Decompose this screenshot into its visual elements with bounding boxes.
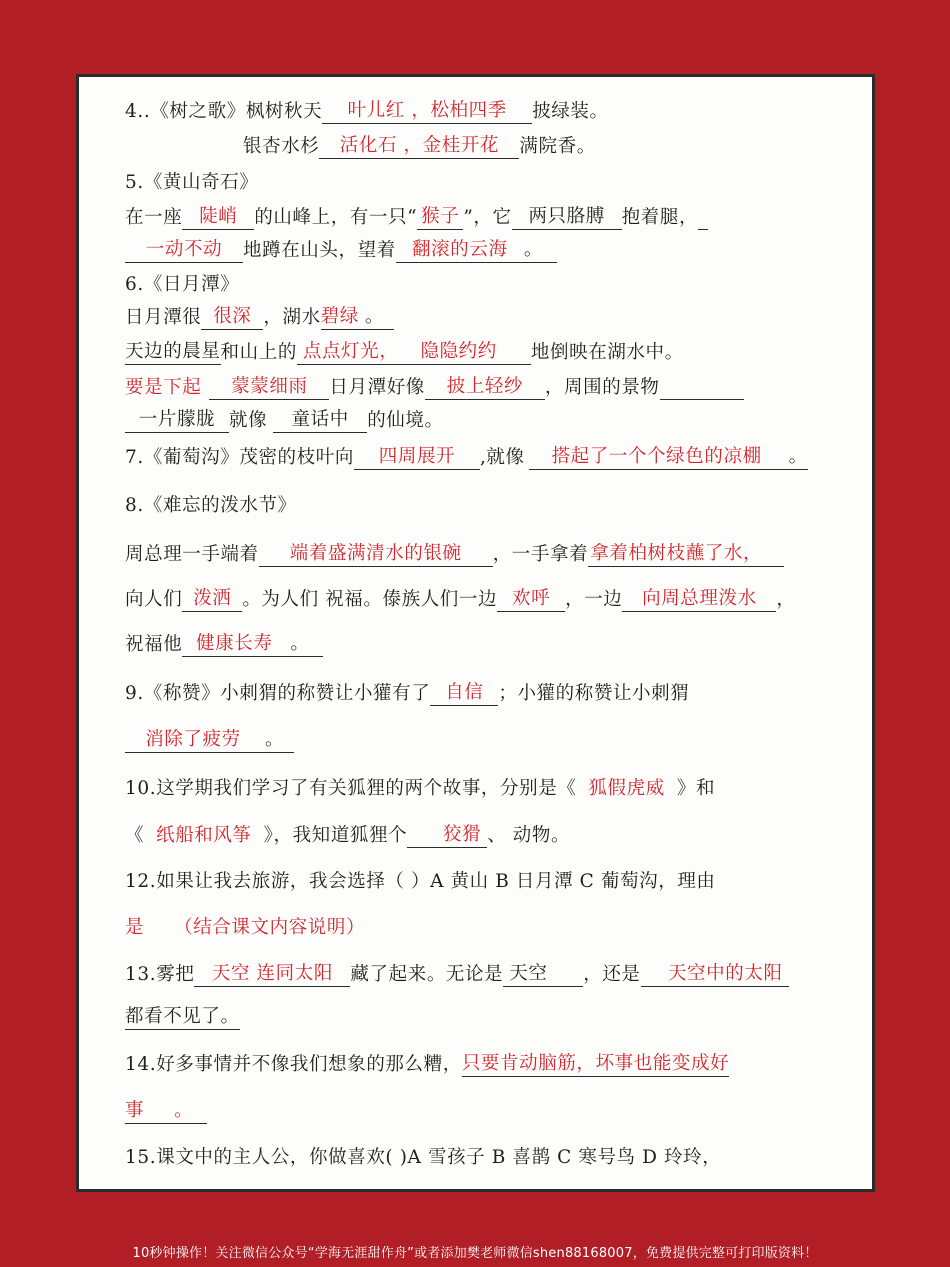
q10-answer-2: 纸船和风筝 [156,825,252,846]
q6-text-c: ，湖水 [263,307,321,328]
q10-answer-3: 狡猾 [407,823,487,848]
q14-text-d: 。 [144,1099,207,1124]
q8-line-2 [125,587,844,612]
q5-title [125,171,844,195]
q6-text-o: ，周围的景物 [544,377,660,398]
q10-text-h: 、 动物。 [487,825,571,846]
q5-text-g: 抱着腿， [621,207,699,228]
q5-line-1 [125,205,844,230]
q6-answer-6: 一片朦胧 [125,408,229,433]
q7-answer-1: 四周展开 [354,445,480,470]
q6-line-2 [125,340,844,365]
q8-text-k: ， [776,589,796,610]
q15-line [125,1146,844,1170]
q6-answer-3 [297,340,531,365]
q9-answer-1: 自信 [430,681,498,706]
q8-text-a: 周总理一手端着 [125,544,259,565]
q8-answer-4: 欢呼 [497,587,565,612]
q12-text-a: 12.如果让我去旅游，我会选择（ ）A 黄山 B 日月潭 C 葡萄沟，理由 [125,871,716,892]
q8-answer-2: 拿着柏树枝蘸了水， [588,542,784,567]
q6-text-e: 。 [359,305,394,330]
q7-text-a: 7.《葡萄沟》茂密的枝叶向 [125,447,354,468]
q8-text-l: 祝福他 [125,634,183,655]
q9-line-1 [125,681,844,706]
q14-answer-2: 事 [125,1099,144,1124]
q10-line-2 [125,823,844,848]
q4-line-2 [125,134,844,159]
q6-text-f: 天边的晨星 [125,340,221,365]
q10-text-c: 》和 [676,778,716,799]
q14-line-2 [125,1099,844,1124]
q7-text-e: 。 [785,445,808,470]
q9-text-a: 9.《称赞》小刺猬的称赞让小獾有了 [125,683,431,704]
q10-line-1 [125,777,844,801]
q4-line-1 [125,99,844,124]
q7-line [125,445,844,470]
q8-heading: 8.《难忘的泼水节》 [125,495,297,516]
q13-text-a: 13.雾把 [125,964,195,985]
q6-title [125,273,844,297]
q6-answer-2: 碧绿 [321,305,359,330]
q8-text-n: 。 [286,632,323,657]
q6-text-s: 的仙境。 [367,410,444,431]
q8-text-c: ，一手拿着 [492,544,589,565]
q6-text-m: 日月潭好像 [329,377,425,398]
q5-line-2 [125,238,844,263]
q8-answer-3: 泼洒 [182,587,242,612]
q6-line-4 [125,408,844,433]
q8-answer-6: 健康长寿 [182,632,286,657]
q9-text-c: ；小獾的称赞让小刺猬 [498,683,690,704]
q8-text-e: 向人们 [125,589,183,610]
q5-answer-3: 两只胳膊 [512,205,622,230]
q13-text-c: 藏了起来。无论是 [350,964,504,985]
q4-text: 4..《树之歌》枫树秋天 [125,101,323,122]
q5-answer-4: 一动不动 [125,238,243,263]
q8-answer-1: 端着盛满清水的银碗 [259,542,493,567]
q8-text-g: 。为人们 祝福。傣族人们一边 [242,589,498,610]
q12-line-1 [125,870,844,894]
q10-answer-1: 狐假虎威 [588,778,665,799]
q4-answer-2: 活化石 ，金桂开花 [319,134,519,159]
q6-heading: 6.《日月潭》 [125,274,240,295]
q9-line-2 [125,728,844,753]
q14-line-1 [125,1052,844,1077]
q12-answer-1: 是 [125,917,145,938]
q4-text-2: 银杏水杉 [243,136,320,157]
q6-answer-5: 披上轻纱 [425,375,545,400]
q8-line-1 [125,542,844,567]
q10-text-f: 》，我知道狐狸个 [263,825,408,846]
q13-answer-2: 天空 [503,962,583,987]
q7-text-c: ,就像 [479,447,525,468]
q5-heading: 5.《黄山奇石》 [125,172,259,193]
q13-line-2 [125,1005,844,1030]
q5-answer-5: 翻滚的云海 [396,238,524,263]
q12-line-2 [125,916,844,940]
q6-text-a: 日月潭很 [125,307,202,328]
q10-text-d: 《 [125,825,145,846]
q6-text-j: 地倒映在湖水中。 [530,342,684,363]
q6-answer-4: 蒙蒙细雨 [209,375,329,400]
q6-blank [660,380,744,400]
q6-text-g: 和山上的 [220,342,297,363]
q5-text-i: 地蹲在山头，望着 [243,240,396,261]
q6-answer-7: 童话中 [273,408,367,433]
q9-answer-2: 消除了疲劳 [125,728,261,753]
q4-answer-1: 叶儿红 ，松柏四季 [322,99,532,124]
q5-text-c: 的山峰上，有一只“ [254,207,418,228]
q14-text-a: 14.好多事情并不像我们想象的那么糟， [125,1054,462,1075]
q4-text-2-end: 满院香。 [519,136,596,157]
q8-title [125,494,844,518]
q13-text-g: 都看不见了。 [125,1005,240,1030]
q8-line-3 [125,632,844,657]
q5-text-a: 在一座 [125,207,183,228]
q5-text-e: ”，它 [463,207,512,228]
q6-answer-1: 很深 [201,305,263,330]
q5-blank [698,210,708,230]
q15-text-a: 15.课文中的主人公，你做喜欢( )A 雪孩子 B 喜鹊 C 寒号鸟 D 玲玲， [125,1147,722,1168]
q6-line-3 [125,375,844,400]
q12-answer-2: （结合课文内容说明） [174,917,366,938]
q13-answer-3: 天空中的太阳 [641,962,789,987]
q8-answer-5: 向周总理泼水 [622,587,776,612]
q6-answer-3b: 隐隐约约 [420,341,497,362]
q9-text-e: 。 [261,728,294,753]
q6-answer-3a: 点点灯光， [302,341,399,362]
q6-text-q: 就像 [229,410,268,431]
q10-text-a: 10.这学期我们学习了有关狐狸的两个故事，分别是《 [125,778,577,799]
q13-line-1 [125,962,844,987]
q5-text-k: 。 [524,238,557,263]
q13-text-e: ，还是 [583,964,641,985]
q13-answer-1: 天空 连同太阳 [194,962,350,987]
q7-answer-2: 搭起了一个个绿色的凉棚 [529,445,785,470]
worksheet-page [76,74,875,1192]
q8-text-i: ，一边 [565,589,623,610]
q14-answer-1: 只要肯动脑筋，坏事也能变成好 [462,1052,729,1077]
q5-answer-2: 猴子 [417,205,463,230]
q6-line-1 [125,305,844,330]
footer-watermark: 10秒钟操作！关注微信公众号“学海无涯甜作舟”或者添加樊老师微信shen88168007，免费提供完整可打印版资料！ [132,1246,818,1261]
q5-answer-1: 陡峭 [182,205,254,230]
q6-text-k: 要是下起 [125,377,202,398]
q4-text-end: 披绿装。 [532,101,609,122]
